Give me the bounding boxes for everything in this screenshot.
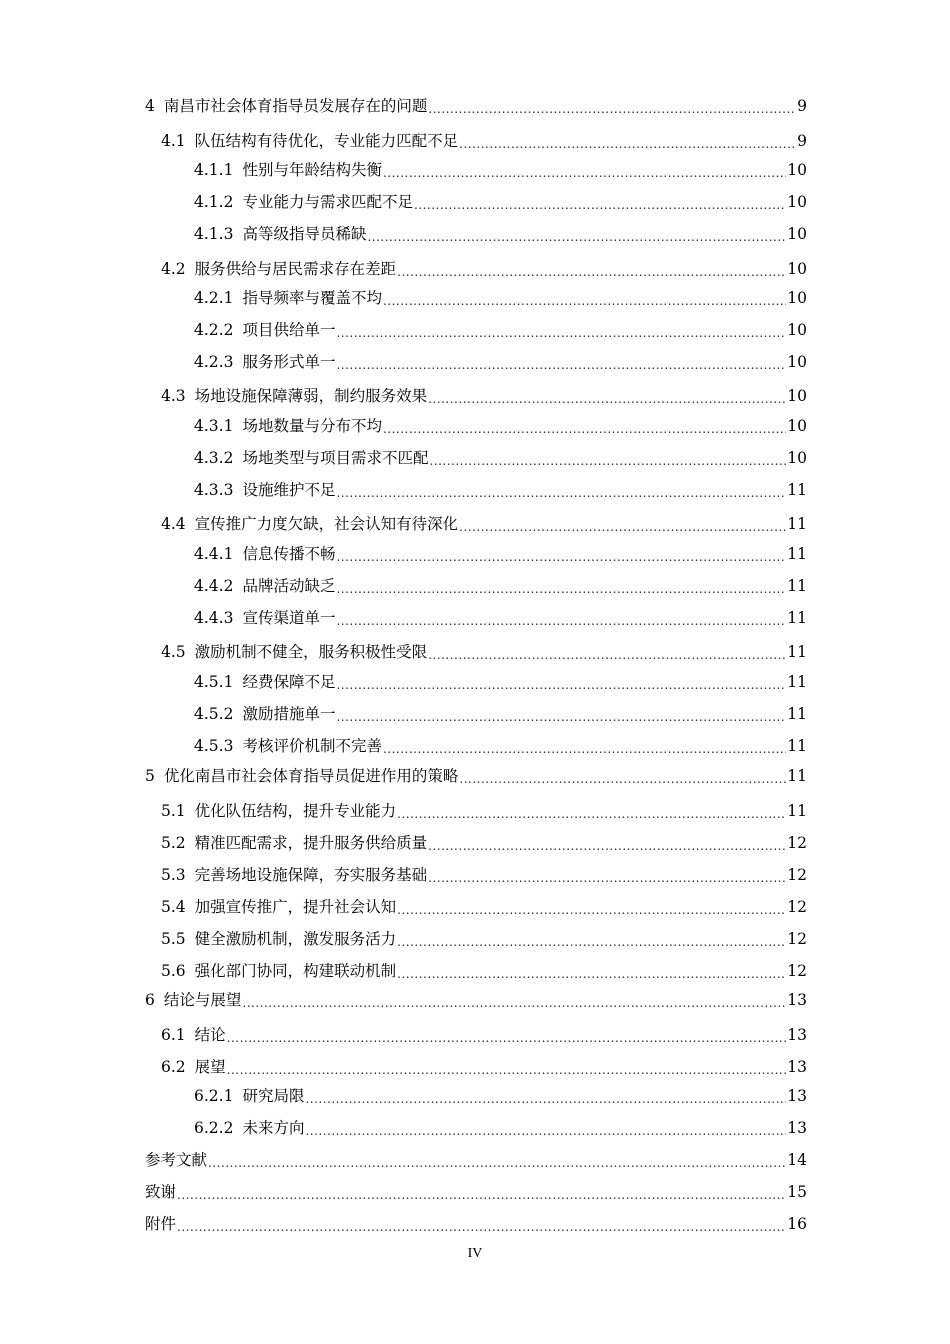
- toc-entry[interactable]: [194, 288, 807, 308]
- toc-entry-number: 4.2.2: [194, 321, 234, 339]
- toc-entry[interactable]: [161, 1025, 807, 1045]
- toc-entry-page: 11: [787, 802, 807, 820]
- toc-entry-page: 11: [787, 481, 807, 499]
- toc-entry-page: 10: [787, 289, 807, 307]
- toc-entry-title: 信息传播不畅: [242, 545, 336, 563]
- toc-entry-number: 4.3.2: [194, 449, 234, 467]
- toc-entry[interactable]: [161, 897, 807, 917]
- toc-entry-title: 品牌活动缺乏: [242, 577, 336, 595]
- toc-entry-page: 13: [787, 1119, 807, 1137]
- dot-leader: [397, 807, 786, 821]
- toc-entry-title: 参考文献: [145, 1151, 208, 1169]
- dot-leader: [208, 1156, 786, 1170]
- dot-leader: [397, 967, 786, 981]
- dot-leader: [383, 742, 786, 756]
- dot-leader: [383, 422, 786, 436]
- toc-entry-page: 10: [787, 193, 807, 211]
- dot-leader: [459, 137, 796, 151]
- toc-entry-title: 健全激励机制，激发服务活力: [194, 930, 397, 948]
- toc-entry[interactable]: [194, 1118, 807, 1138]
- toc-entry[interactable]: [194, 672, 807, 692]
- toc-entry-page: 10: [787, 260, 807, 278]
- toc-entry-title: 结论: [194, 1026, 226, 1044]
- toc-entry-title: 激励措施单一: [242, 705, 336, 723]
- toc-entry-number: 6.2: [161, 1058, 186, 1076]
- toc-entry-number: 6.2.1: [194, 1087, 234, 1105]
- toc-entry-number: 4: [145, 97, 155, 115]
- toc-entry-page: 10: [787, 161, 807, 179]
- dot-leader: [459, 772, 786, 786]
- toc-entry-number: 6: [145, 991, 155, 1009]
- toc-entry[interactable]: [145, 990, 807, 1010]
- dot-leader: [227, 1031, 787, 1045]
- toc-entry[interactable]: [161, 386, 807, 406]
- dot-leader: [336, 582, 786, 596]
- toc-entry-page: 12: [787, 866, 807, 884]
- toc-entry-number: 4.3: [161, 387, 186, 405]
- toc-entry[interactable]: [145, 1214, 807, 1234]
- toc-entry-number: 4.3.1: [194, 417, 234, 435]
- toc-entry-title: 项目供给单一: [242, 321, 336, 339]
- toc-entry-number: 5.5: [161, 930, 186, 948]
- toc-entry-title: 场地类型与项目需求不匹配: [242, 449, 429, 467]
- toc-entry-number: 5.4: [161, 898, 186, 916]
- toc-entry[interactable]: [161, 259, 807, 279]
- dot-leader: [305, 1092, 786, 1106]
- dot-leader: [428, 648, 786, 662]
- toc-entry-title: 队伍结构有待优化，专业能力匹配不足: [194, 132, 459, 150]
- toc-entry[interactable]: [161, 801, 807, 821]
- toc-entry-number: 4.5.1: [194, 673, 234, 691]
- toc-entry-page: 12: [787, 962, 807, 980]
- toc-entry-number: 4.1: [161, 132, 186, 150]
- toc-entry[interactable]: [145, 96, 807, 116]
- toc-entry-title: 服务形式单一: [242, 353, 336, 371]
- toc-entry-number: 4.5: [161, 643, 186, 661]
- toc-entry-page: 11: [787, 767, 807, 785]
- toc-entry-number: 4.2.3: [194, 353, 234, 371]
- toc-entry[interactable]: [194, 480, 807, 500]
- toc-entry-title: 专业能力与需求匹配不足: [242, 193, 413, 211]
- toc-entry-page: 13: [787, 991, 807, 1009]
- toc-entry-page: 10: [787, 353, 807, 371]
- page-number-footer: IV: [467, 1246, 483, 1261]
- toc-entry-page: 11: [787, 515, 807, 533]
- toc-entry-page: 11: [787, 609, 807, 627]
- toc-entry-title: 完善场地设施保障，夯实服务基础: [194, 866, 428, 884]
- toc-entry-title: 设施维护不足: [242, 481, 336, 499]
- dot-leader: [336, 614, 786, 628]
- toc-entry-title: 经费保障不足: [242, 673, 336, 691]
- toc-entry[interactable]: [161, 131, 807, 151]
- dot-leader: [428, 871, 786, 885]
- toc-entry-title: 宣传推广力度欠缺，社会认知有待深化: [194, 515, 459, 533]
- dot-leader: [459, 520, 786, 534]
- toc-entry-page: 15: [787, 1183, 807, 1201]
- toc-entry[interactable]: [161, 514, 807, 534]
- toc-entry[interactable]: [194, 320, 807, 340]
- toc-entry-number: 4.4.2: [194, 577, 234, 595]
- toc-entry-page: 10: [787, 321, 807, 339]
- dot-leader: [397, 935, 786, 949]
- toc-entry[interactable]: [194, 704, 807, 724]
- dot-leader: [383, 294, 786, 308]
- dot-leader: [428, 839, 786, 853]
- toc-entry[interactable]: [194, 224, 807, 244]
- toc-entry-title: 未来方向: [242, 1119, 305, 1137]
- toc-entry-page: 13: [787, 1026, 807, 1044]
- dot-leader: [177, 1188, 786, 1202]
- toc-entry[interactable]: [194, 448, 807, 468]
- dot-leader: [336, 358, 786, 372]
- toc-entry-number: 4.5.2: [194, 705, 234, 723]
- toc-entry-page: 10: [787, 387, 807, 405]
- toc-entry[interactable]: [161, 1057, 807, 1077]
- toc-entry-page: 12: [787, 898, 807, 916]
- toc-entry[interactable]: [194, 160, 807, 180]
- toc-entry[interactable]: [161, 961, 807, 981]
- toc-entry-title: 性别与年龄结构失衡: [242, 161, 382, 179]
- dot-leader: [227, 1063, 787, 1077]
- toc-entry-title: 附件: [145, 1215, 177, 1233]
- dot-leader: [428, 102, 796, 116]
- toc-entry[interactable]: [194, 352, 807, 372]
- dot-leader: [397, 903, 786, 917]
- dot-leader: [397, 265, 786, 279]
- toc-entry-page: 10: [787, 417, 807, 435]
- toc-entry-number: 4.5.3: [194, 737, 234, 755]
- toc-entry-title: 结论与展望: [163, 991, 242, 1009]
- dot-leader: [367, 230, 786, 244]
- dot-leader: [336, 486, 786, 500]
- toc-entry-title: 研究局限: [242, 1087, 305, 1105]
- toc-entry-page: 14: [787, 1151, 807, 1169]
- toc-entry[interactable]: [161, 833, 807, 853]
- toc-entry-page: 12: [787, 834, 807, 852]
- toc-entry-title: 加强宣传推广，提升社会认知: [194, 898, 397, 916]
- toc-entry-number: 5.6: [161, 962, 186, 980]
- toc-entry-page: 11: [787, 643, 807, 661]
- toc-entry-page: 10: [787, 225, 807, 243]
- toc-entry[interactable]: [145, 1150, 807, 1170]
- toc-entry-page: 11: [787, 705, 807, 723]
- toc-entry-title: 精准匹配需求，提升服务供给质量: [194, 834, 428, 852]
- toc-entry-title: 指导频率与覆盖不均: [242, 289, 382, 307]
- toc-entry-number: 5: [145, 767, 155, 785]
- dot-leader: [414, 198, 786, 212]
- toc-entry-title: 优化南昌市社会体育指导员促进作用的策略: [163, 767, 459, 785]
- dot-leader: [177, 1220, 786, 1234]
- toc-entry-title: 宣传渠道单一: [242, 609, 336, 627]
- toc-entry-page: 10: [787, 449, 807, 467]
- toc-entry-title: 激励机制不健全，服务积极性受限: [194, 643, 428, 661]
- toc-entry-page: 13: [787, 1087, 807, 1105]
- toc-entry[interactable]: [145, 1182, 807, 1202]
- toc-entry[interactable]: [194, 1086, 807, 1106]
- dot-leader: [336, 678, 786, 692]
- toc-entry-page: 16: [787, 1215, 807, 1233]
- toc-entry-number: 4.4.1: [194, 545, 234, 563]
- dot-leader: [336, 550, 786, 564]
- toc-entry-number: 4.2.1: [194, 289, 234, 307]
- dot-leader: [383, 166, 786, 180]
- toc-entry-page: 13: [787, 1058, 807, 1076]
- toc-entry-title: 场地设施保障薄弱，制约服务效果: [194, 387, 428, 405]
- toc-entry[interactable]: [194, 608, 807, 628]
- toc-entry[interactable]: [194, 576, 807, 596]
- toc-entry[interactable]: [161, 929, 807, 949]
- toc-entry-page: 9: [797, 132, 807, 150]
- dot-leader: [429, 454, 786, 468]
- toc-entry[interactable]: [194, 192, 807, 212]
- dot-leader: [336, 710, 786, 724]
- toc-entry-number: 5.2: [161, 834, 186, 852]
- toc-entry-title: 致谢: [145, 1183, 177, 1201]
- toc-entry[interactable]: [161, 642, 807, 662]
- toc-entry-page: 11: [787, 673, 807, 691]
- toc-entry-number: 4.1.2: [194, 193, 234, 211]
- dot-leader: [336, 326, 786, 340]
- toc-entry-title: 强化部门协同，构建联动机制: [194, 962, 397, 980]
- dot-leader: [242, 996, 786, 1010]
- toc-entry-title: 高等级指导员稀缺: [242, 225, 367, 243]
- toc-entry-page: 9: [797, 97, 807, 115]
- toc-entry-number: 4.1.3: [194, 225, 234, 243]
- toc-entry-page: 12: [787, 930, 807, 948]
- toc-entry-number: 4.3.3: [194, 481, 234, 499]
- toc-entry-page: 11: [787, 577, 807, 595]
- toc-entry-number: 4.2: [161, 260, 186, 278]
- toc-entry[interactable]: [194, 416, 807, 436]
- toc-entry[interactable]: [194, 736, 807, 756]
- toc-entry-title: 南昌市社会体育指导员发展存在的问题: [163, 97, 428, 115]
- toc-entry-title: 展望: [194, 1058, 226, 1076]
- toc-entry-title: 优化队伍结构，提升专业能力: [194, 802, 397, 820]
- toc-entry-number: 4.4: [161, 515, 186, 533]
- toc-entry-number: 6.1: [161, 1026, 186, 1044]
- toc-entry-page: 11: [787, 545, 807, 563]
- toc-entry-number: 5.1: [161, 802, 186, 820]
- toc-entry[interactable]: [194, 544, 807, 564]
- toc-entry-title: 服务供给与居民需求存在差距: [194, 260, 397, 278]
- toc-entry-number: 6.2.2: [194, 1119, 234, 1137]
- toc-entry-number: 5.3: [161, 866, 186, 884]
- toc-entry-title: 考核评价机制不完善: [242, 737, 382, 755]
- toc-entry-number: 4.4.3: [194, 609, 234, 627]
- toc-entry[interactable]: [161, 865, 807, 885]
- dot-leader: [428, 392, 786, 406]
- toc-entry-title: 场地数量与分布不均: [242, 417, 382, 435]
- toc-entry-page: 11: [787, 737, 807, 755]
- toc-entry[interactable]: [145, 766, 807, 786]
- toc-entry-number: 4.1.1: [194, 161, 234, 179]
- dot-leader: [305, 1124, 786, 1138]
